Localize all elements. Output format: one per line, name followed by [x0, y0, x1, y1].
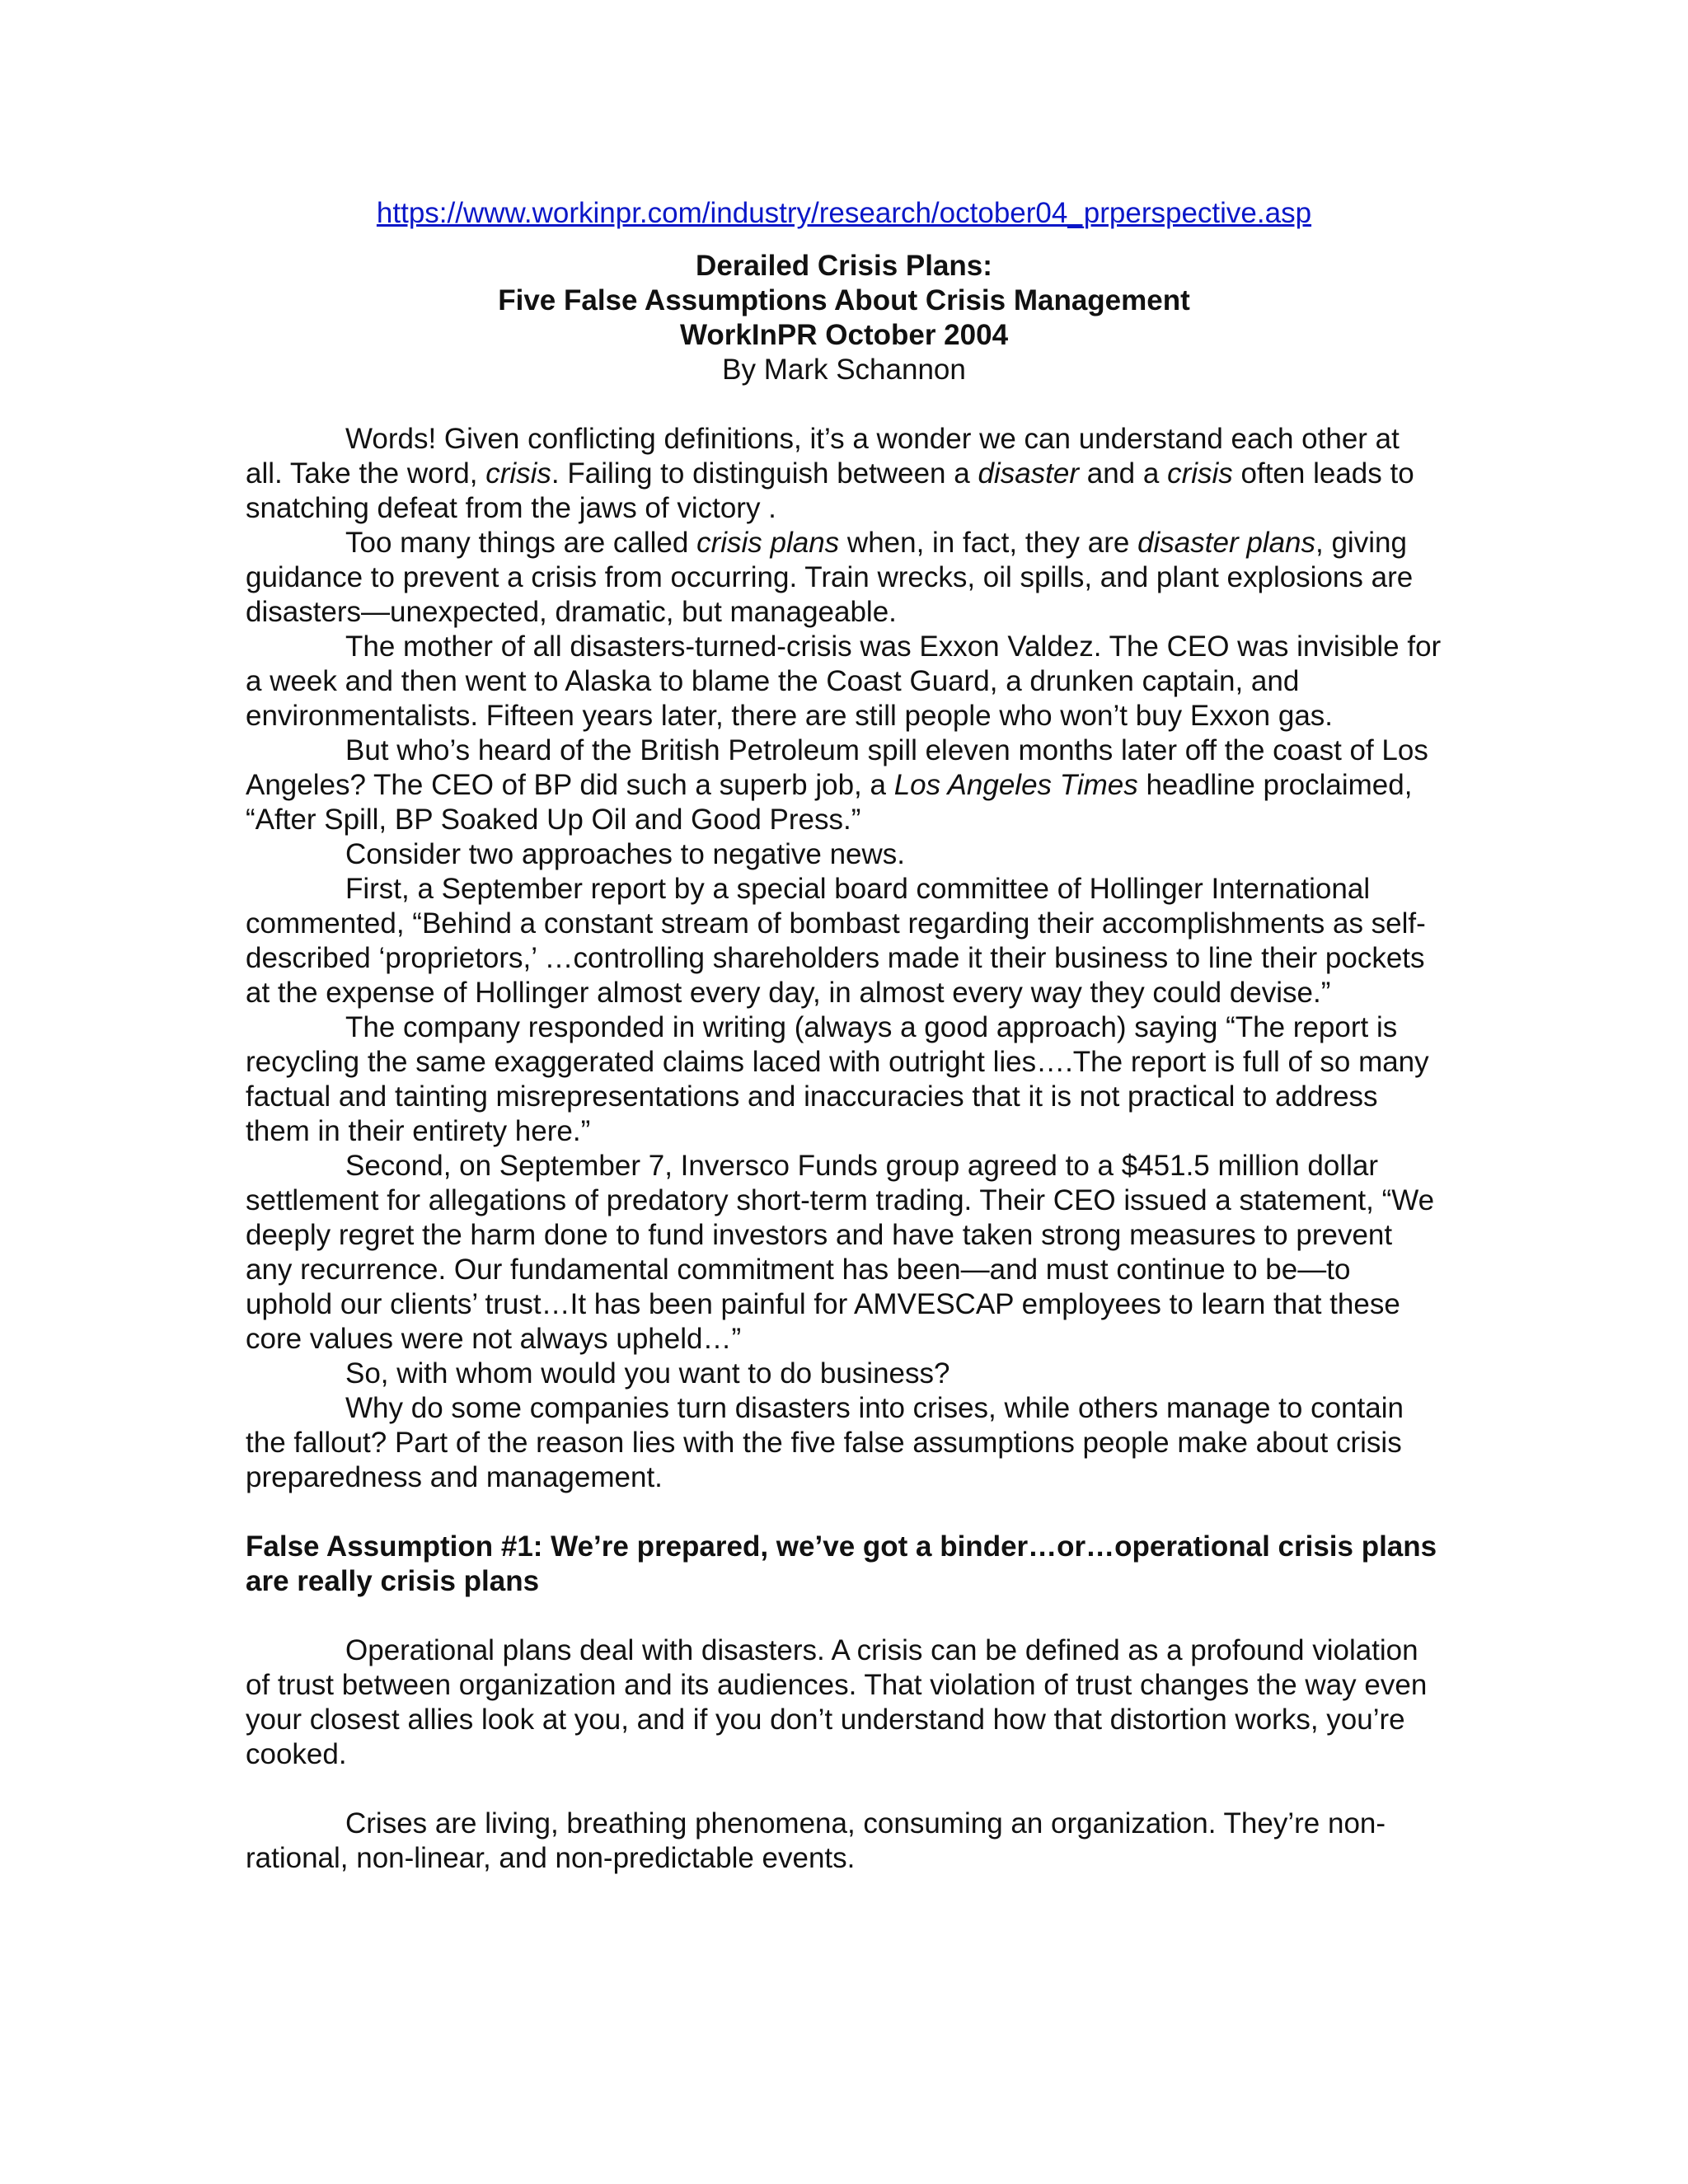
- section-heading-false-assumption-1: False Assumption #1: We’re prepared, we’ve got a binder…or…operational crisis plans are really crisis plans: [246, 1530, 1437, 1597]
- paragraph-11: Operational plans deal with disasters. A crisis can be defined as a profound violation of trust between organization and its audiences. That violation of trust changes the way even your closest allies look at you, and if you don’t understand how that distortion works, you’re cooked.: [246, 1634, 1428, 1770]
- spacer: [246, 1599, 1442, 1633]
- paragraph-10: Why do some companies turn disasters into crises, while others manage to contain the fallout? Part of the reason lies with the five false assumptions people make about crisis preparedness and management.: [246, 1392, 1404, 1493]
- document-title: Derailed Crisis Plans:: [696, 250, 992, 282]
- paragraph-9: So, with whom would you want to do business?: [345, 1357, 950, 1390]
- title-block: [246, 249, 1442, 387]
- paragraph-8: Second, on September 7, Inversco Funds group agreed to a $451.5 million dollar settlement for allegations of predatory short-term trading. Their CEO issued a statement, “We deeply regret the harm done to fund investors and have taken strong measures to prevent any recurrence. Our fundamental commitment has been—and must continue to be—to uphold our clients’ trust…It has been painful for AMVESCAP employees to learn that these core values were not always upheld…”: [246, 1150, 1435, 1355]
- document-subtitle: Five False Assumptions About Crisis Management: [498, 284, 1190, 316]
- paragraph-5: Consider two approaches to negative news.: [345, 838, 906, 870]
- source-url-line: [246, 196, 1442, 231]
- byline: By Mark Schannon: [722, 354, 966, 386]
- document-page: [246, 196, 1442, 1876]
- paragraph-2: Too many things are called crisis plans when, in fact, they are disaster plans, giving guidance to prevent a crisis from occurring. Train wrecks, oil spills, and plant explosions are disasters—unexpected, dramatic, but manageable.: [246, 527, 1414, 628]
- paragraph-6: First, a September report by a special board committee of Hollinger International commented, “Behind a constant stream of bombast regarding their accomplishments as self-described ‘proprietors,’ …controlling shareholders made it their business to line their pockets at the expense of Hollinger almost every day, in almost every way they could devise.”: [246, 873, 1426, 1009]
- spacer: [246, 1495, 1442, 1530]
- paragraph-12: Crises are living, breathing phenomena, consuming an organization. They’re non-rational, non-linear, and non-predictable events.: [246, 1807, 1386, 1874]
- paragraph-7: The company responded in writing (always a good approach) saying “The report is recycling the same exaggerated claims laced with outright lies….The report is full of so many factual and tainting misrepresentations and inaccuracies that it is not practical to address them in their entirety here.”: [246, 1011, 1429, 1147]
- source-url-link[interactable]: https://www.workinpr.com/industry/research/october04_prperspective.asp: [376, 197, 1312, 229]
- paragraph-1: Words! Given conflicting definitions, it’s a wonder we can understand each other at all. Take the word, crisis. Failing to distinguish between a disaster and a crisis often leads to snatching defeat from the jaws of victory .: [246, 423, 1414, 524]
- publication-line: WorkInPR October 2004: [679, 319, 1009, 351]
- paragraph-3: The mother of all disasters-turned-crisis was Exxon Valdez. The CEO was invisible for a week and then went to Alaska to blame the Coast Guard, a drunken captain, and environmentalists. Fifteen years later, there are still people who won’t buy Exxon gas.: [246, 630, 1442, 732]
- spacer: [246, 1772, 1442, 1807]
- paragraph-4: But who’s heard of the British Petroleum spill eleven months later off the coast of Los Angeles? The CEO of BP did such a superb job, a Los Angeles Times headline proclaimed, “After Spill, BP Soaked Up Oil and Good Press.”: [246, 734, 1428, 836]
